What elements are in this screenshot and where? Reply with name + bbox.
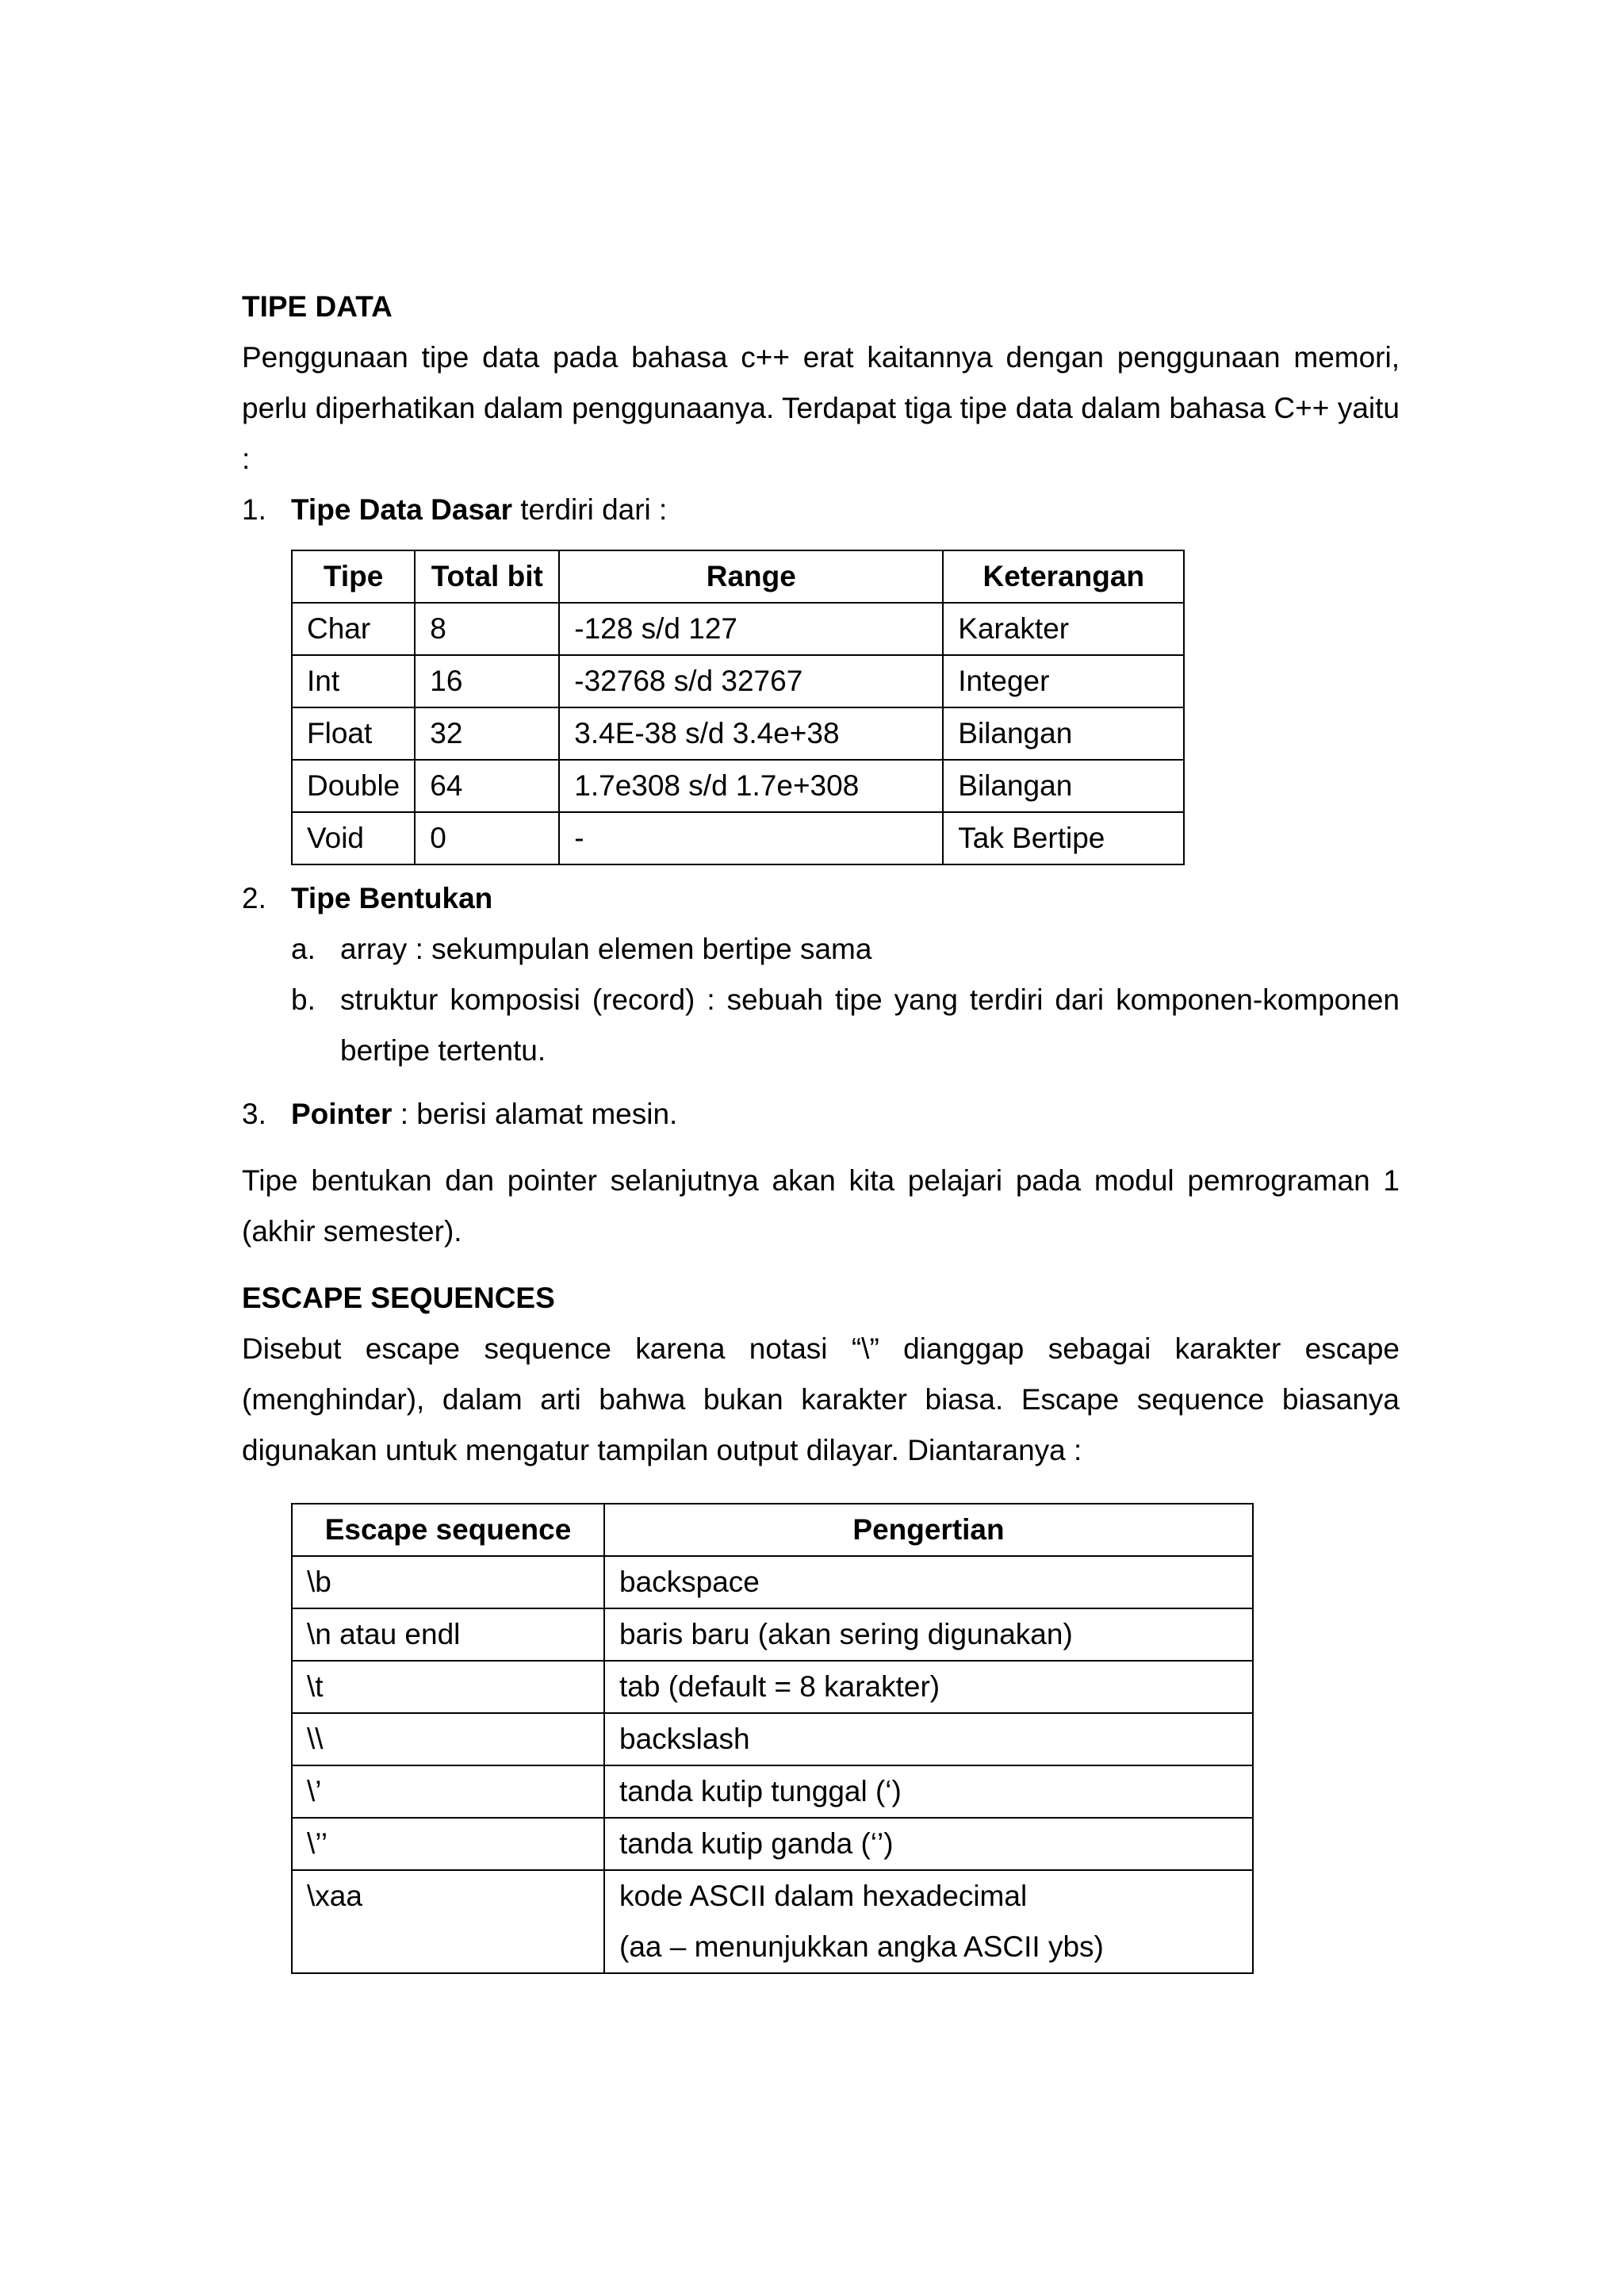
document-page xyxy=(242,282,1400,1974)
table-escape-sequences xyxy=(291,1503,1254,1974)
table-cell: Double xyxy=(292,760,415,812)
table-cell: \’’ xyxy=(292,1818,604,1870)
table-cell: tab (default = 8 karakter) xyxy=(604,1661,1253,1713)
table-header-cell: Keterangan xyxy=(943,550,1184,603)
table-cell: tanda kutip ganda (‘’) xyxy=(604,1818,1253,1870)
table-cell: -32768 s/d 32767 xyxy=(559,655,943,707)
table-header-row xyxy=(292,1504,1253,1556)
section-title-escape-sequences: ESCAPE SEQUENCES xyxy=(242,1282,555,1314)
table-row xyxy=(292,1556,1253,1608)
table-row xyxy=(292,812,1184,864)
table-cell-line: kode ASCII dalam hexadecimal xyxy=(619,1880,1028,1912)
table-cell: Bilangan xyxy=(943,707,1184,760)
paragraph-tipe-data-closing: Tipe bentukan dan pointer selanjutnya akan kita pelajari pada modul pemrograman 1 (akhir semester). xyxy=(242,1164,1400,1248)
table-cell: Tak Bertipe xyxy=(943,812,1184,864)
table-cell: Integer xyxy=(943,655,1184,707)
list-item-3 xyxy=(242,1089,1400,1140)
table-tipe-data-dasar xyxy=(291,550,1185,865)
table-cell: 3.4E-38 s/d 3.4e+38 xyxy=(559,707,943,760)
table-cell: - xyxy=(559,812,943,864)
table-header-cell: Total bit xyxy=(415,550,559,603)
table-cell: 1.7e308 s/d 1.7e+308 xyxy=(559,760,943,812)
table-row xyxy=(292,1713,1253,1765)
table-cell: 0 xyxy=(415,812,559,864)
table-cell: \t xyxy=(292,1661,604,1713)
table-cell: backslash xyxy=(604,1713,1253,1765)
table-cell: Char xyxy=(292,603,415,655)
table-cell: baris baru (akan sering digunakan) xyxy=(604,1608,1253,1661)
table-cell: Float xyxy=(292,707,415,760)
sub-list-letter: a. xyxy=(291,933,316,965)
list-number: 2. xyxy=(242,882,266,914)
section-title-tipe-data: TIPE DATA xyxy=(242,290,393,323)
table-row xyxy=(292,1870,1253,1973)
table-cell: \xaa xyxy=(292,1870,604,1973)
table-cell: \b xyxy=(292,1556,604,1608)
table-header-cell: Escape sequence xyxy=(292,1504,604,1556)
table-cell: Bilangan xyxy=(943,760,1184,812)
sub-list xyxy=(291,924,1400,1076)
list-number: 1. xyxy=(242,493,266,526)
list-item-1 xyxy=(242,485,1400,535)
sub-list-text: array : sekumpulan elemen bertipe sama xyxy=(340,933,872,965)
list-item-1-rest: terdiri dari : xyxy=(512,493,668,526)
sub-list-item-b xyxy=(291,975,1400,1076)
table-cell: -128 s/d 127 xyxy=(559,603,943,655)
sub-list-item-a xyxy=(291,924,1400,975)
table-cell xyxy=(604,1870,1253,1973)
paragraph-escape-intro: Disebut escape sequence karena notasi “\” dianggap sebagai karakter escape (menghindar), dalam arti bahwa bukan karakter biasa. Escape sequence biasanya digunakan untuk mengatur tampilan output dilayar. Diantaranya : xyxy=(242,1332,1400,1466)
list-item-2 xyxy=(242,873,1400,924)
table-row xyxy=(292,1818,1253,1870)
list-item-1-bold: Tipe Data Dasar xyxy=(291,493,512,526)
table-row xyxy=(292,1608,1253,1661)
table-header-cell: Range xyxy=(559,550,943,603)
table-header-cell: Tipe xyxy=(292,550,415,603)
table-row xyxy=(292,603,1184,655)
table-cell: \’ xyxy=(292,1765,604,1818)
table-cell: \\ xyxy=(292,1713,604,1765)
table-cell: \n atau endl xyxy=(292,1608,604,1661)
table-header-row xyxy=(292,550,1184,603)
list-item-3-bold: Pointer xyxy=(291,1098,393,1130)
table-cell: 8 xyxy=(415,603,559,655)
table-cell: Int xyxy=(292,655,415,707)
table-cell: tanda kutip tunggal (‘) xyxy=(604,1765,1253,1818)
list-number: 3. xyxy=(242,1098,266,1130)
table-cell: 16 xyxy=(415,655,559,707)
table-cell: 32 xyxy=(415,707,559,760)
paragraph-tipe-data-intro: Penggunaan tipe data pada bahasa c++ erat kaitannya dengan penggunaan memori, perlu diperhatikan dalam penggunaanya. Terdapat tiga tipe data dalam bahasa C++ yaitu : xyxy=(242,341,1400,475)
table-cell: Karakter xyxy=(943,603,1184,655)
table-cell: 64 xyxy=(415,760,559,812)
sub-list-letter: b. xyxy=(291,983,316,1016)
table-row xyxy=(292,1661,1253,1713)
table-row xyxy=(292,707,1184,760)
table-header-cell: Pengertian xyxy=(604,1504,1253,1556)
list-item-2-bold: Tipe Bentukan xyxy=(291,882,493,914)
table-cell: backspace xyxy=(604,1556,1253,1608)
table-row xyxy=(292,655,1184,707)
table-cell-line: (aa – menunjukkan angka ASCII ybs) xyxy=(619,1930,1104,1963)
list-item-3-rest: : berisi alamat mesin. xyxy=(392,1098,678,1130)
table-row xyxy=(292,1765,1253,1818)
table-cell: Void xyxy=(292,812,415,864)
sub-list-text: struktur komposisi (record) : sebuah tipe yang terdiri dari komponen-komponen bertipe tertentu. xyxy=(340,983,1400,1067)
table-row xyxy=(292,760,1184,812)
